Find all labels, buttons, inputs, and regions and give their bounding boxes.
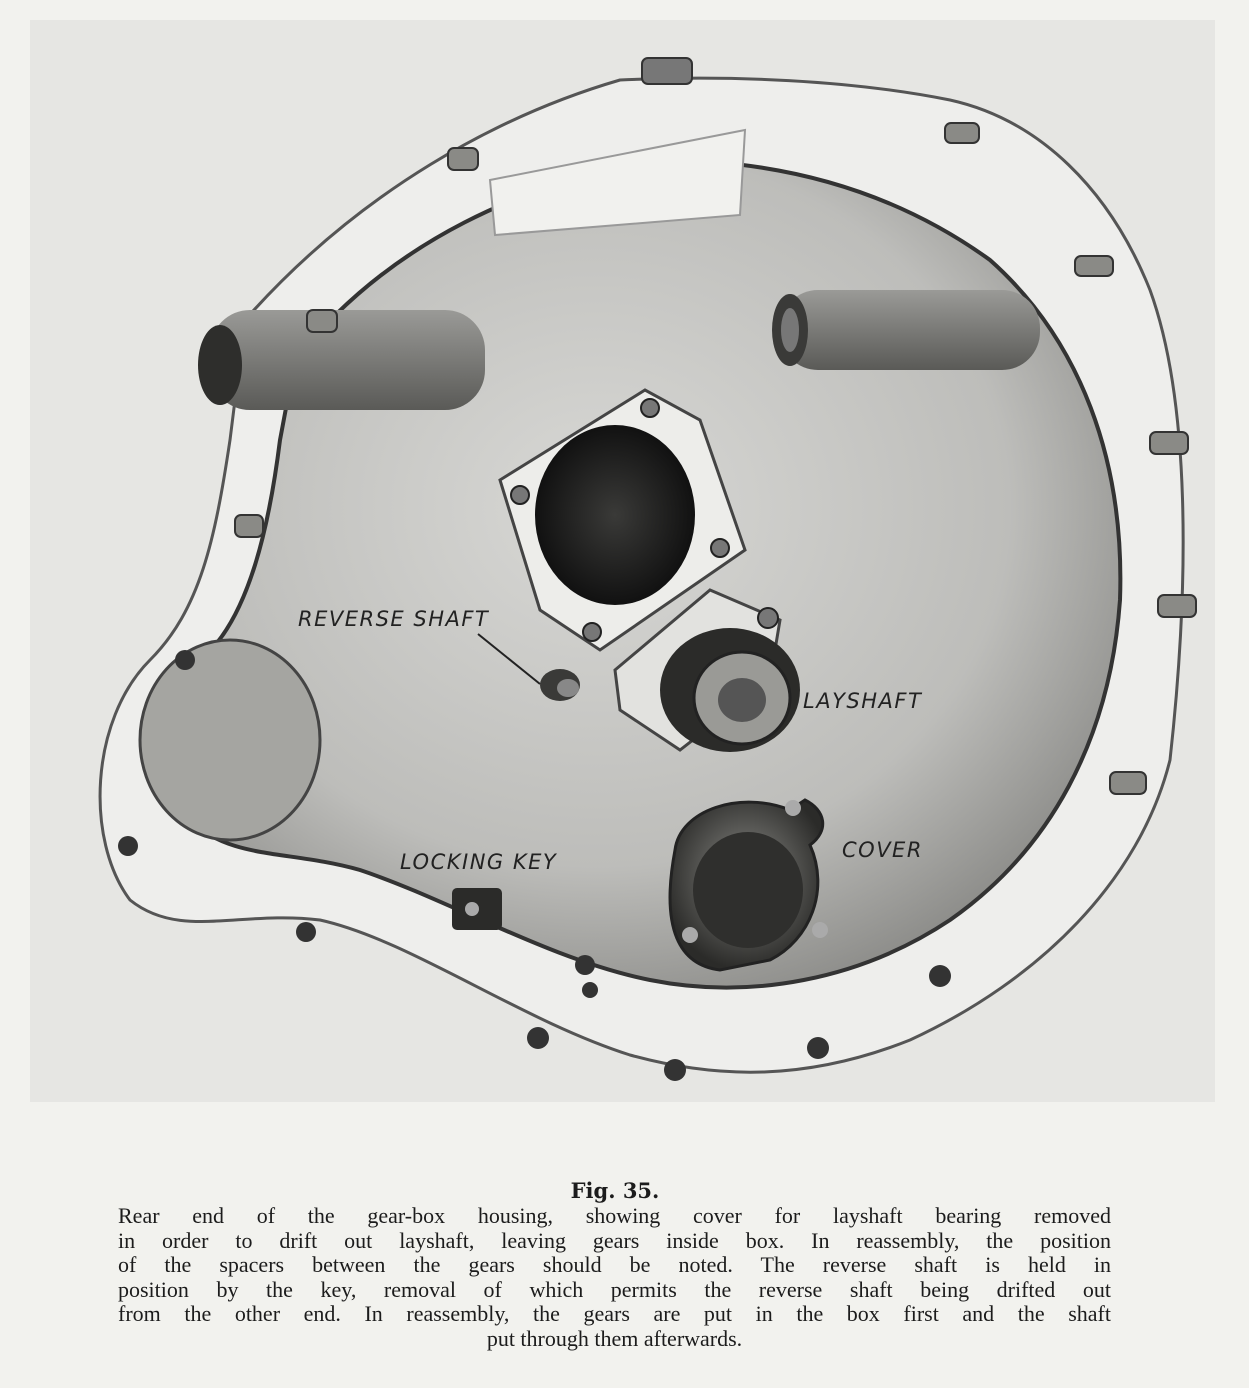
- caption-line-4: position by the key, removal of which permits the reverse shaft being drifted out: [118, 1276, 1111, 1302]
- figure-caption: [118, 1204, 1111, 1351]
- caption-line-3: of the spacers between the gears should be noted. The reverse shaft is held in: [118, 1252, 1111, 1277]
- label-cover: COVER: [842, 838, 923, 862]
- caption-line-5: from the other end. In reassembly, the gears are put in the box first and the shaft: [118, 1301, 1111, 1326]
- caption-line-6: put through them afterwards.: [486, 1325, 743, 1351]
- label-layshaft: LAYSHAFT: [803, 689, 923, 713]
- caption-line-2: in order to drift out layshaft, leaving gears inside box. In reassembly, the position: [118, 1227, 1111, 1253]
- caption-line-1: Rear end of the gear-box housing, showing cover for layshaft bearing removed: [118, 1203, 1111, 1228]
- gearbox-housing-photo: [30, 20, 1215, 1102]
- gearbox-illustration: [30, 20, 1215, 1102]
- figure-title: Fig. 35.: [570, 1178, 660, 1203]
- label-locking-key: LOCKING KEY: [400, 850, 558, 874]
- label-reverse-shaft: REVERSE SHAFT: [298, 607, 490, 631]
